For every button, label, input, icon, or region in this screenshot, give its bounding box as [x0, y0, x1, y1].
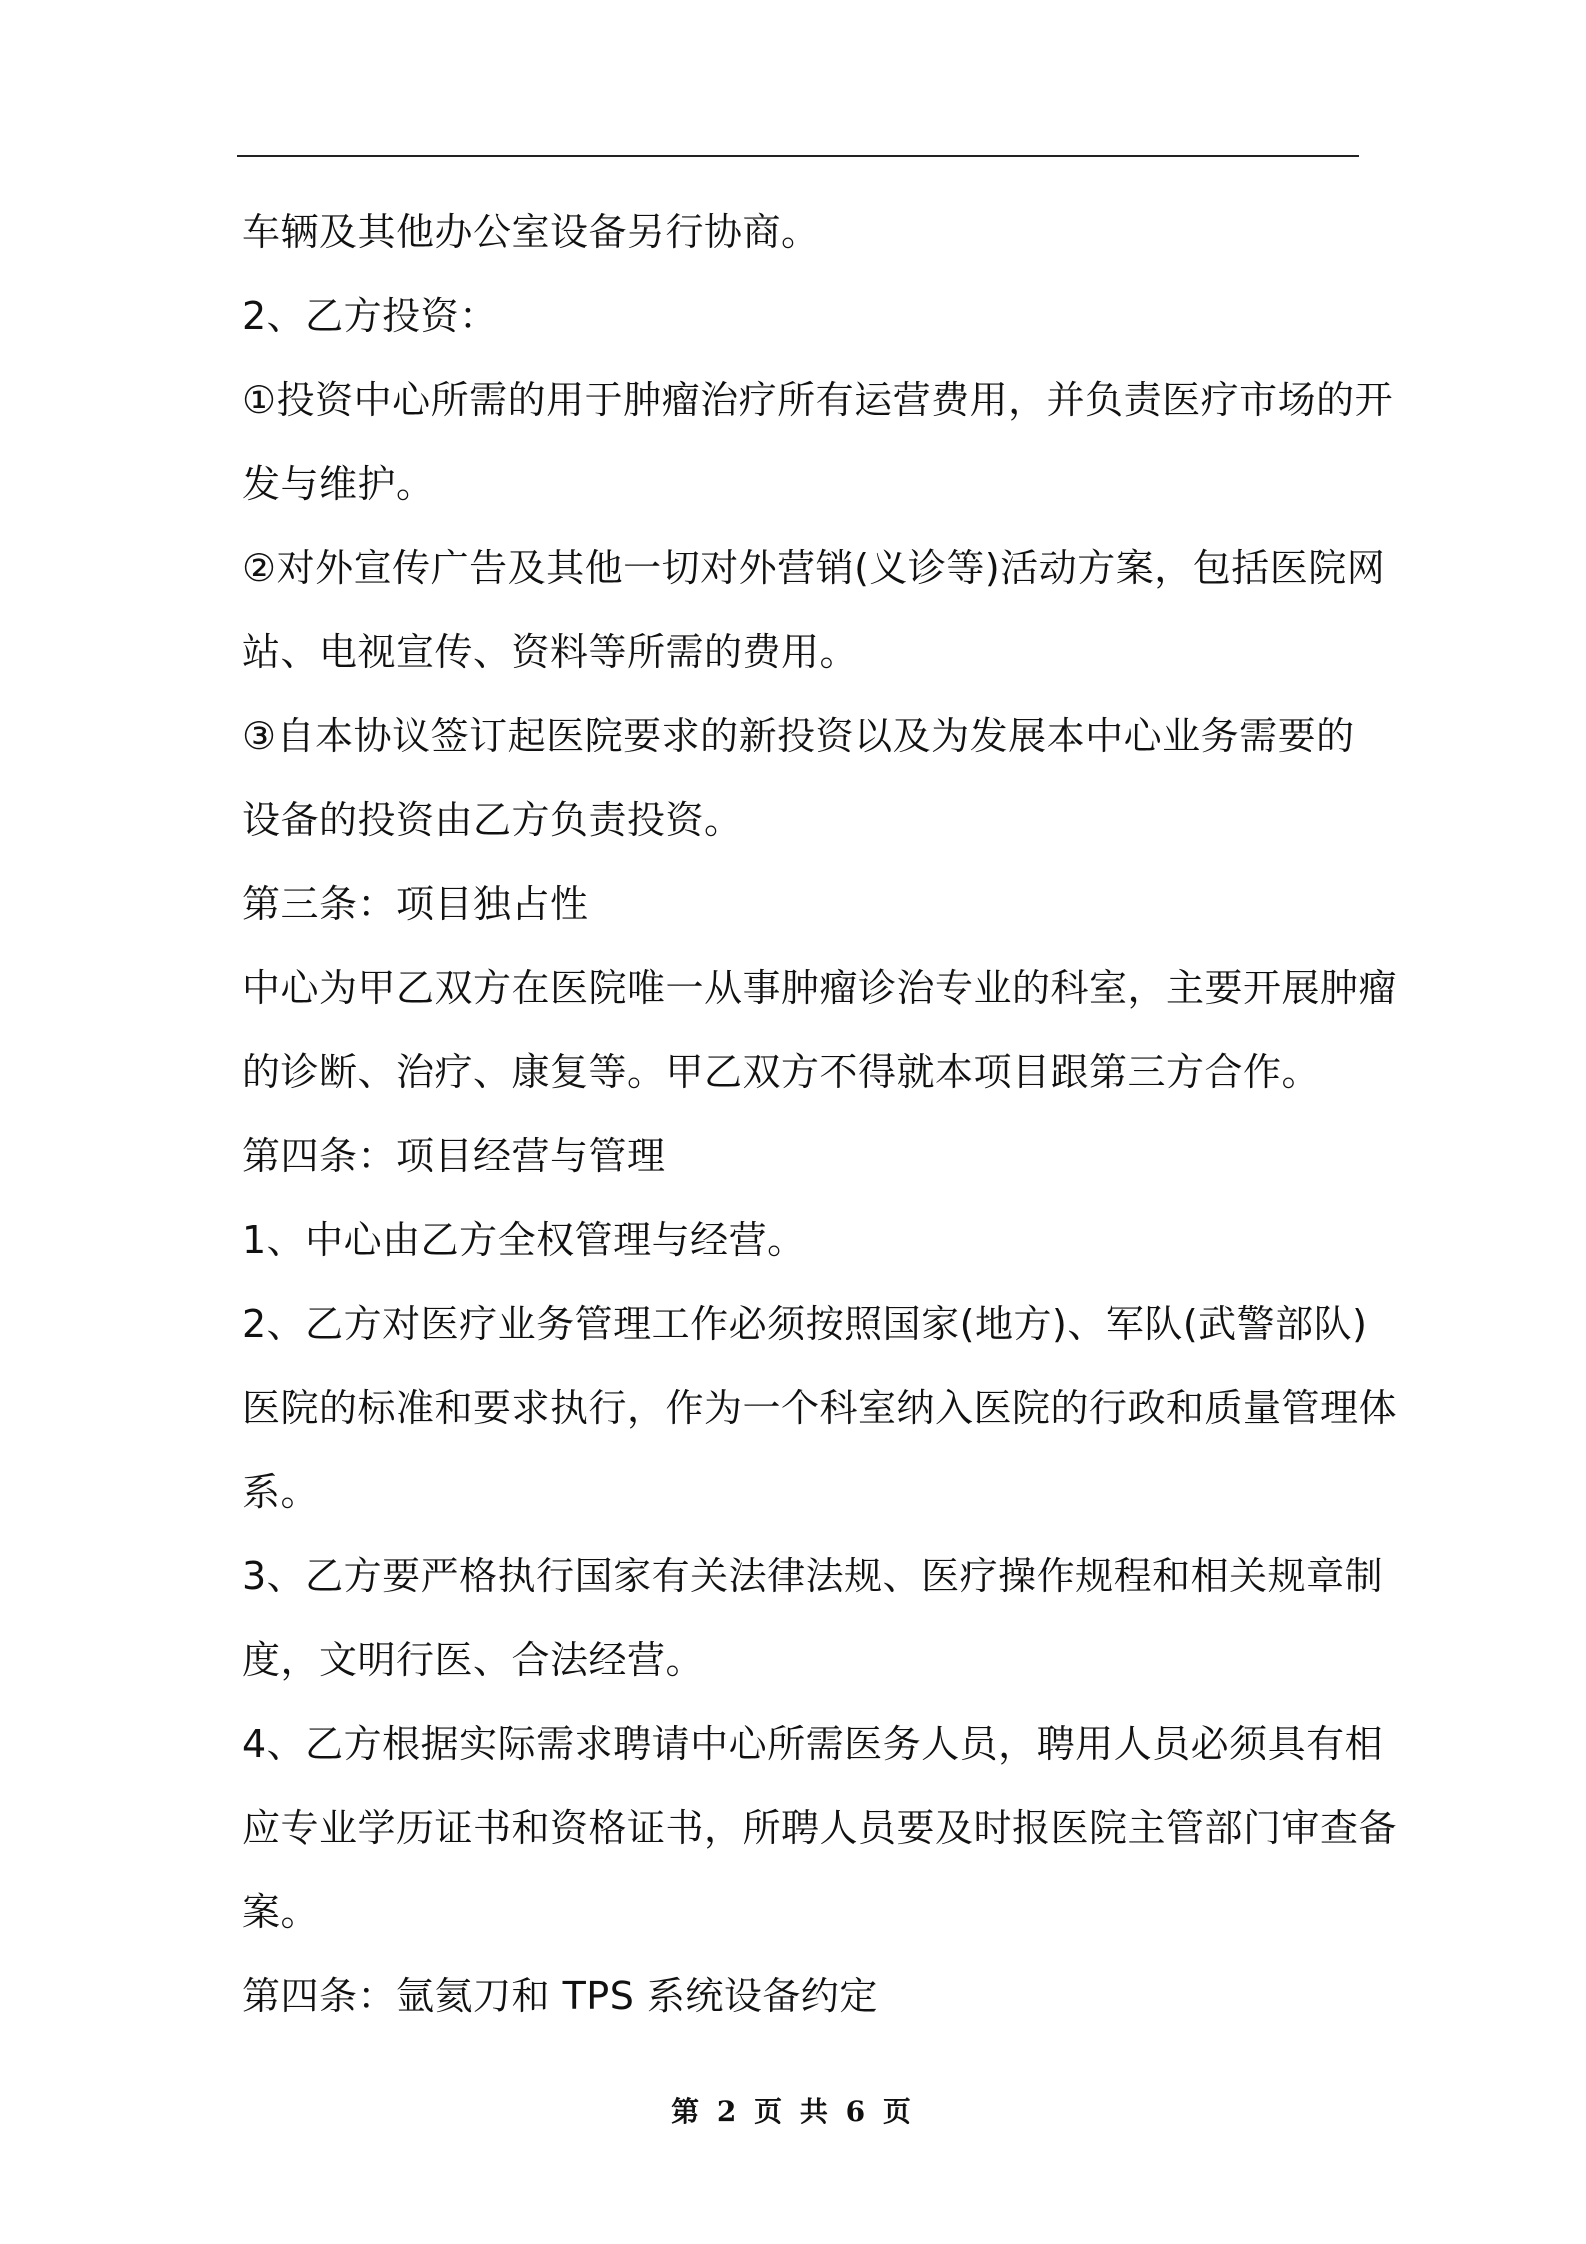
text-line: 设备的投资由乙方负责投资。 — [242, 798, 743, 842]
page-number-footer: 第 2 页 共 6 页 — [671, 2095, 915, 2128]
header-rule — [237, 155, 1359, 157]
text-line: 案。 — [242, 1890, 320, 1934]
text-line: 2、乙方对医疗业务管理工作必须按照国家(地方)、军队(武警部队) — [242, 1302, 1368, 1346]
text-line: 度，文明行医、合法经营。 — [242, 1638, 705, 1682]
article-heading: 第三条：项目独占性 — [242, 882, 589, 926]
text-line: 应专业学历证书和资格证书，所聘人员要及时报医院主管部门审查备 — [242, 1806, 1398, 1850]
article-heading: 第四条：氩氦刀和 TPS 系统设备约定 — [242, 1974, 878, 2018]
article-heading: 第四条：项目经营与管理 — [242, 1134, 666, 1178]
text-line: ②对外宣传广告及其他一切对外营销(义诊等)活动方案，包括医院网 — [242, 546, 1386, 590]
text-line: 医院的标准和要求执行，作为一个科室纳入医院的行政和质量管理体 — [242, 1386, 1398, 1430]
text-line: 1、中心由乙方全权管理与经营。 — [242, 1218, 806, 1262]
text-line: 车辆及其他办公室设备另行协商。 — [242, 210, 820, 254]
text-line: 中心为甲乙双方在医院唯一从事肿瘤诊治专业的科室，主要开展肿瘤 — [242, 966, 1398, 1010]
text-line: 系。 — [242, 1470, 320, 1514]
text-line: ③自本协议签订起医院要求的新投资以及为发展本中心业务需要的 — [242, 714, 1355, 758]
text-line: 的诊断、治疗、康复等。甲乙双方不得就本项目跟第三方合作。 — [242, 1050, 1321, 1094]
section-heading: 2、乙方投资： — [242, 294, 498, 338]
text-line: 3、乙方要严格执行国家有关法律法规、医疗操作规程和相关规章制 — [242, 1554, 1384, 1598]
text-line: 站、电视宣传、资料等所需的费用。 — [242, 630, 859, 674]
text-line: ①投资中心所需的用于肿瘤治疗所有运营费用，并负责医疗市场的开 — [242, 378, 1394, 422]
text-line: 4、乙方根据实际需求聘请中心所需医务人员，聘用人员必须具有相 — [242, 1722, 1384, 1766]
text-line: 发与维护。 — [242, 462, 435, 506]
document-body — [242, 190, 1398, 2038]
